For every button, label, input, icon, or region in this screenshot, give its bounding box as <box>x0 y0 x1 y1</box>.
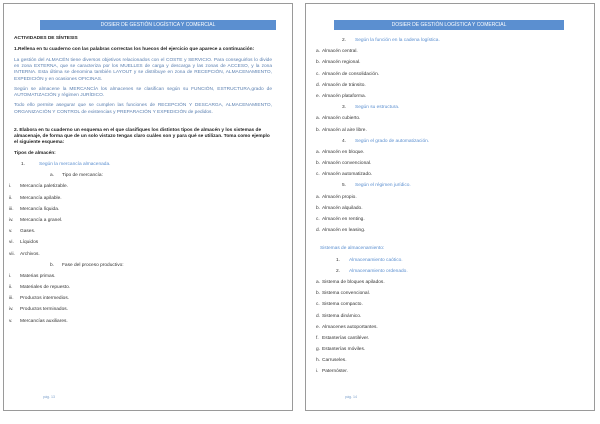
list-marker: d. <box>316 82 321 88</box>
list-item-text: Almacén automatizado. <box>322 172 373 178</box>
list-item-text: Tipo de mercancía: <box>62 173 103 179</box>
list-item-text: Almacén propio. <box>322 194 357 200</box>
list-item-text: Almacenamiento caótico. <box>349 257 403 263</box>
list-marker: iv. <box>9 217 14 223</box>
list-item-text: Productos intermedios. <box>20 296 70 302</box>
list-marker: a. <box>316 49 321 55</box>
list-item-text: Almacén regional. <box>322 60 361 66</box>
list-item <box>9 193 272 204</box>
list-marker: iii. <box>9 296 14 302</box>
systems-title: Sistemas de almacenamiento: <box>320 246 385 252</box>
list-marker: vii. <box>9 251 15 257</box>
list-marker: 1. <box>336 257 341 263</box>
list-item-text: Almacén central. <box>322 49 358 55</box>
list-marker: v. <box>9 318 13 324</box>
list-item-text: Mercancía apilable. <box>20 195 62 201</box>
list-marker: i. <box>9 273 12 279</box>
list-marker: ii. <box>9 195 13 201</box>
list-item <box>316 266 580 277</box>
list-item-text: Almacenes autoportantes. <box>322 324 378 330</box>
list-marker: i. <box>9 184 12 190</box>
paragraph: La gestión del ALMACÉN tiene diversos objetivos relacionados con el COSTE y SERVICIO. Para conseguirlos lo divide en zona EXTERNA, que se caracteriza por los MUELLES de carga y descarga y las zonas de ACCESO, y la zona INTERNA. Esta última se denomina también LAYOUT y se distribuye en zona de RECEPCIÓN, ALMACENAMIENTO, EXPEDICIÓN y en ocasiones OFICINAS. <box>14 57 272 82</box>
list-item <box>316 322 580 333</box>
types-list <box>316 35 580 236</box>
list-item-text: Según el grado de automatización. <box>355 138 430 144</box>
systems-items <box>316 255 580 277</box>
list-item <box>316 255 580 266</box>
list-marker: ii. <box>9 285 13 291</box>
list-marker: 5. <box>342 183 347 189</box>
list-marker: b. <box>316 205 321 211</box>
list-marker: a. <box>316 149 321 155</box>
list-marker: e. <box>316 324 321 330</box>
question-2: 2. Elabora en tu cuaderno un esquema en el que clasifiques los distintos tipos de almacén y los sistemas de almacenaje, de forma que de un solo vistazo tengas claro cuáles son y para qué se utilizan. Toma como ejemplo el siguiente esquema: <box>14 127 270 146</box>
list-marker: g. <box>316 347 321 353</box>
page-header-banner: DOSIER DE GESTIÓN LOGÍSTICA Y COMERCIAL <box>334 20 564 30</box>
list-item-text: Líquidos <box>20 240 39 246</box>
list-item-text: Fase del proceso productivo: <box>62 262 124 268</box>
list-item <box>316 57 580 68</box>
page-header-banner: DOSIER DE GESTIÓN LOGÍSTICA Y COMERCIAL <box>40 20 276 30</box>
list-item-text: Almacén convencional. <box>322 161 372 167</box>
list-item <box>316 46 580 57</box>
page-body <box>9 36 272 327</box>
list-item-text: Almacén plataforma. <box>322 93 366 99</box>
list-marker: b. <box>316 127 321 133</box>
list-item <box>9 293 272 304</box>
list-item-text: Mercancía líquida. <box>20 206 60 212</box>
list-item <box>316 355 580 366</box>
list-item <box>316 333 580 344</box>
systems-list <box>316 277 580 378</box>
list-a <box>9 181 272 259</box>
list-item <box>316 203 580 214</box>
list-item-text: Sistema compacto. <box>322 302 363 308</box>
list-item-text: Sistema convencional. <box>322 291 370 297</box>
list-item-text: Según la mercancía almacenada. <box>39 162 111 167</box>
list-item-text: Almacén en bloque. <box>322 149 365 155</box>
list-item <box>316 277 580 288</box>
list-item-text: Almacén de tránsito. <box>322 82 366 88</box>
list-item-text: Almacén de consolidación. <box>322 71 380 77</box>
list-marker: c. <box>316 71 320 77</box>
list-item <box>316 113 580 124</box>
list-marker: b. <box>50 262 55 268</box>
page-body <box>316 35 580 378</box>
list-item <box>14 159 272 170</box>
paragraph: Según se almacene la MERCANCÍA los almacenes se clasifican según su FUNCIÓN, ESTRUCTURA,grado de AUTOMATIZACIÓN y régimen JURÍDICO. <box>14 86 272 99</box>
list-item <box>316 102 580 113</box>
list-marker: c. <box>316 172 320 178</box>
list-item <box>316 125 580 136</box>
page-number: pág. 13 <box>43 395 55 399</box>
list-item-text: Almacén alquilado. <box>322 205 363 211</box>
list-marker: b. <box>316 291 321 297</box>
list-marker: h. <box>316 358 321 364</box>
paragraph: Todo ello permite asegurar que se cumplen las funciones de RECEPCIÓN Y DESCARGA, ALMACENAMIENTO, ORGANIZACIÓN Y CONTROL de existencias y PREPARACIÓN Y EXPEDICIÓN de pedidos. <box>14 103 272 115</box>
list-item <box>14 170 272 181</box>
list-item <box>316 192 580 203</box>
list-marker: d. <box>316 313 321 319</box>
list-item-text: Materiales de repuesto. <box>20 285 71 291</box>
list-item <box>316 299 580 310</box>
list-item <box>9 316 272 327</box>
list-item-text: Almacenamiento ordenado. <box>349 268 408 274</box>
list-item-text: Productos terminados. <box>20 307 68 313</box>
types-title: Tipos de almacén: <box>14 150 56 156</box>
list-item <box>9 181 272 192</box>
list-item-text: Almacén cubierto. <box>322 116 361 122</box>
list-item-text: Archivos. <box>20 251 40 257</box>
list-item-text: Materias primas. <box>20 273 56 279</box>
page-number: pág. 14 <box>345 395 357 399</box>
list-marker: a. <box>316 116 321 122</box>
question-1: 1.Rellena en tu cuaderno con las palabras correctas los huecos del ejercicio que aparece a continuación: <box>14 47 255 53</box>
list-marker: c. <box>316 302 320 308</box>
list-item <box>316 80 580 91</box>
list-item <box>316 288 580 299</box>
list-marker: vi. <box>9 240 14 246</box>
list-marker: d. <box>316 228 321 234</box>
list-marker: 4. <box>342 138 347 144</box>
list-item <box>316 169 580 180</box>
document-page-right <box>305 3 595 411</box>
list-item-text: Mercancía a granel. <box>20 217 63 223</box>
list-item-text: Según el régimen jurídico. <box>355 183 411 189</box>
list-item <box>9 271 272 282</box>
list-item-text: Según la función en la cadena logística. <box>355 38 440 43</box>
list-item-text: Almacén en renting. <box>322 217 365 222</box>
list-item <box>316 158 580 169</box>
list-item-text: Sistema de bloques apilados. <box>322 279 385 285</box>
list-item <box>9 226 272 237</box>
list-item <box>316 225 580 236</box>
list-marker: iv. <box>9 307 14 313</box>
list-item-text: Mercancía paletizable. <box>20 184 68 190</box>
list-item <box>316 366 580 377</box>
list-marker: 3. <box>342 105 347 111</box>
list-b <box>9 271 272 327</box>
list-item <box>9 215 272 226</box>
list-marker: 2. <box>336 268 341 274</box>
list-marker: b. <box>316 161 321 167</box>
list-marker: b. <box>316 60 321 66</box>
list-marker: 1. <box>21 162 26 167</box>
list-item <box>316 344 580 355</box>
list-item-text: Paternóster. <box>322 369 348 375</box>
list-marker: v. <box>9 229 13 235</box>
list-item <box>316 214 580 225</box>
list-marker: iii. <box>9 206 14 212</box>
list-item <box>316 180 580 191</box>
list-item <box>316 35 580 46</box>
list-item <box>9 237 272 248</box>
list-item <box>316 91 580 102</box>
list-marker: 2. <box>342 38 347 43</box>
list-item <box>14 260 272 271</box>
list-marker: e. <box>316 93 321 99</box>
list-marker: a. <box>50 173 55 179</box>
list-item <box>316 311 580 322</box>
list-item <box>9 304 272 315</box>
list-item <box>316 136 580 147</box>
list-marker: f. <box>316 335 319 341</box>
list-item-text: Almacén en leasing. <box>322 228 366 234</box>
list-marker: a. <box>316 194 321 200</box>
list-item-text: Carruseles. <box>322 358 347 364</box>
list-item <box>316 69 580 80</box>
list-marker: i. <box>316 369 319 375</box>
list-item <box>9 282 272 293</box>
document-page-left <box>3 3 293 411</box>
list-marker: c. <box>316 217 320 222</box>
list-item-text: Estanterías cantiléver. <box>322 335 370 341</box>
list-item <box>9 204 272 215</box>
list-item-text: Almacén al aire libre. <box>322 127 367 133</box>
list-item-text: Mercancías auxiliares. <box>20 318 68 324</box>
list-item-text: Según su estructura. <box>355 105 400 111</box>
list-item-text: Gases. <box>20 229 36 235</box>
activities-title: ACTIVIDADES DE SÍNTESIS <box>14 36 78 41</box>
list-item <box>9 249 272 260</box>
list-marker: a. <box>316 279 321 285</box>
list-item-text: Sistema dinámico. <box>322 313 362 319</box>
list-item <box>316 147 580 158</box>
list-item-text: Estanterías móviles. <box>322 347 366 353</box>
